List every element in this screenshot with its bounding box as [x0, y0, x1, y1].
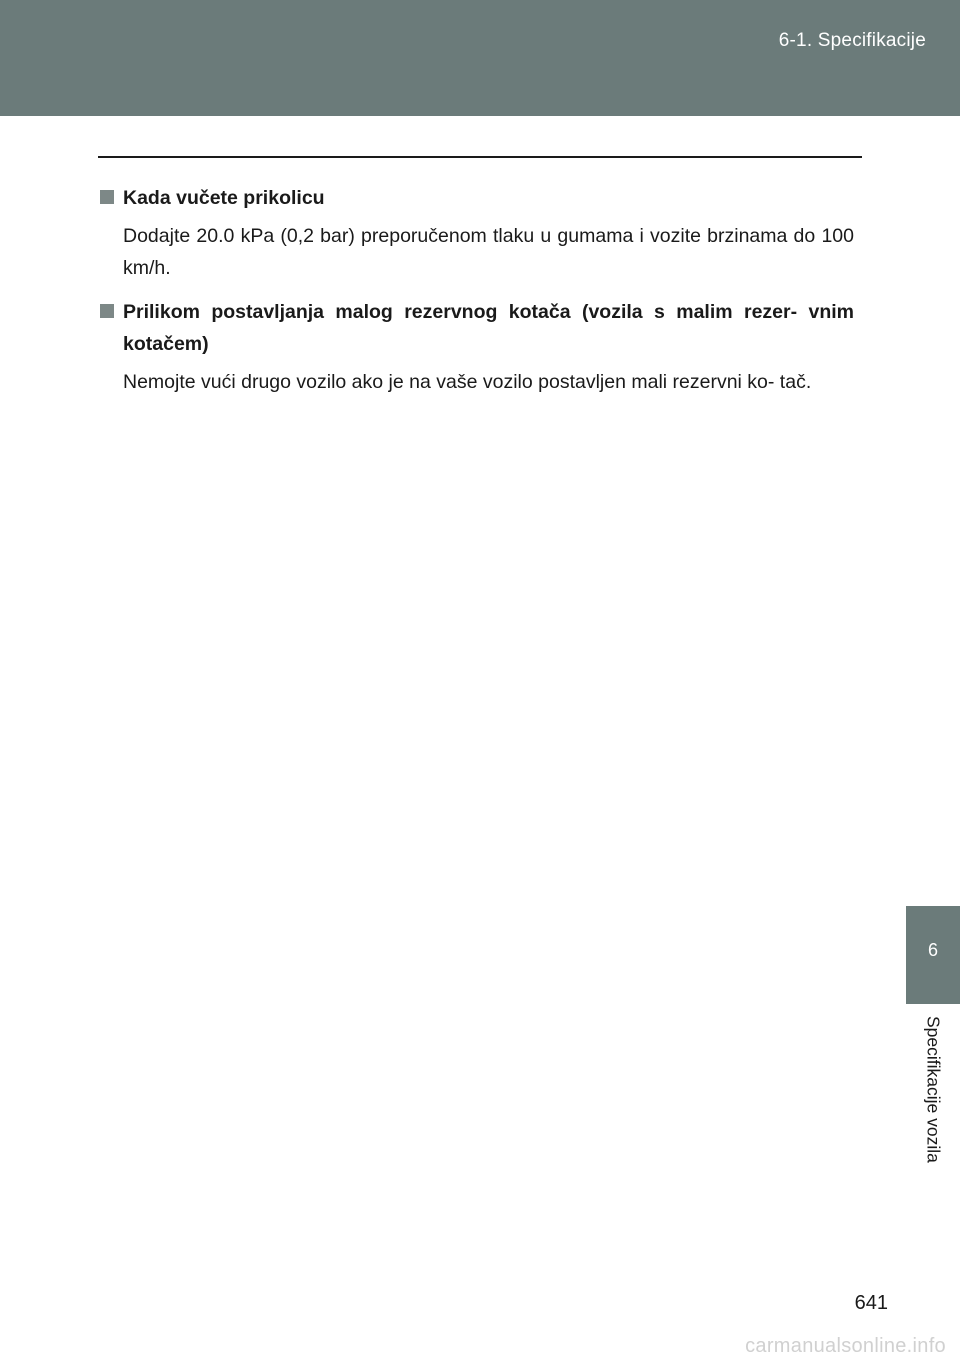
section-title: 6-1. Specifikacije — [778, 30, 926, 51]
section-heading-text: Prilikom postavljanja malog rezervnog kotača (vozila s malim rezer- vnim kotačem) — [123, 301, 854, 355]
section-paragraph: Nemojte vući drugo vozilo ako je na vaše vozilo postavljen mali rezervni ko- tač. — [123, 371, 812, 393]
chapter-number: 6 — [927, 940, 938, 960]
main-content — [98, 182, 854, 410]
square-bullet-icon — [100, 190, 114, 204]
chapter-tab — [906, 906, 960, 1004]
section-spare-tire — [98, 296, 854, 398]
watermark: carmanualsonline.info — [745, 1335, 946, 1357]
section-towing-trailer — [98, 182, 854, 284]
header-bar — [0, 0, 960, 116]
section-heading — [98, 296, 854, 360]
chapter-label-container — [906, 1004, 960, 1200]
section-heading — [98, 182, 854, 214]
page-number: 641 — [854, 1292, 888, 1314]
section-paragraph: Dodajte 20.0 kPa (0,2 bar) preporučenom tlaku u gumama i vozite brzinama do 100 km/h. — [123, 225, 854, 279]
divider-rule — [98, 156, 862, 158]
chapter-title: Specifikacije vozila — [923, 1016, 944, 1163]
square-bullet-icon — [100, 304, 114, 318]
section-heading-text: Kada vučete prikolicu — [123, 187, 325, 209]
